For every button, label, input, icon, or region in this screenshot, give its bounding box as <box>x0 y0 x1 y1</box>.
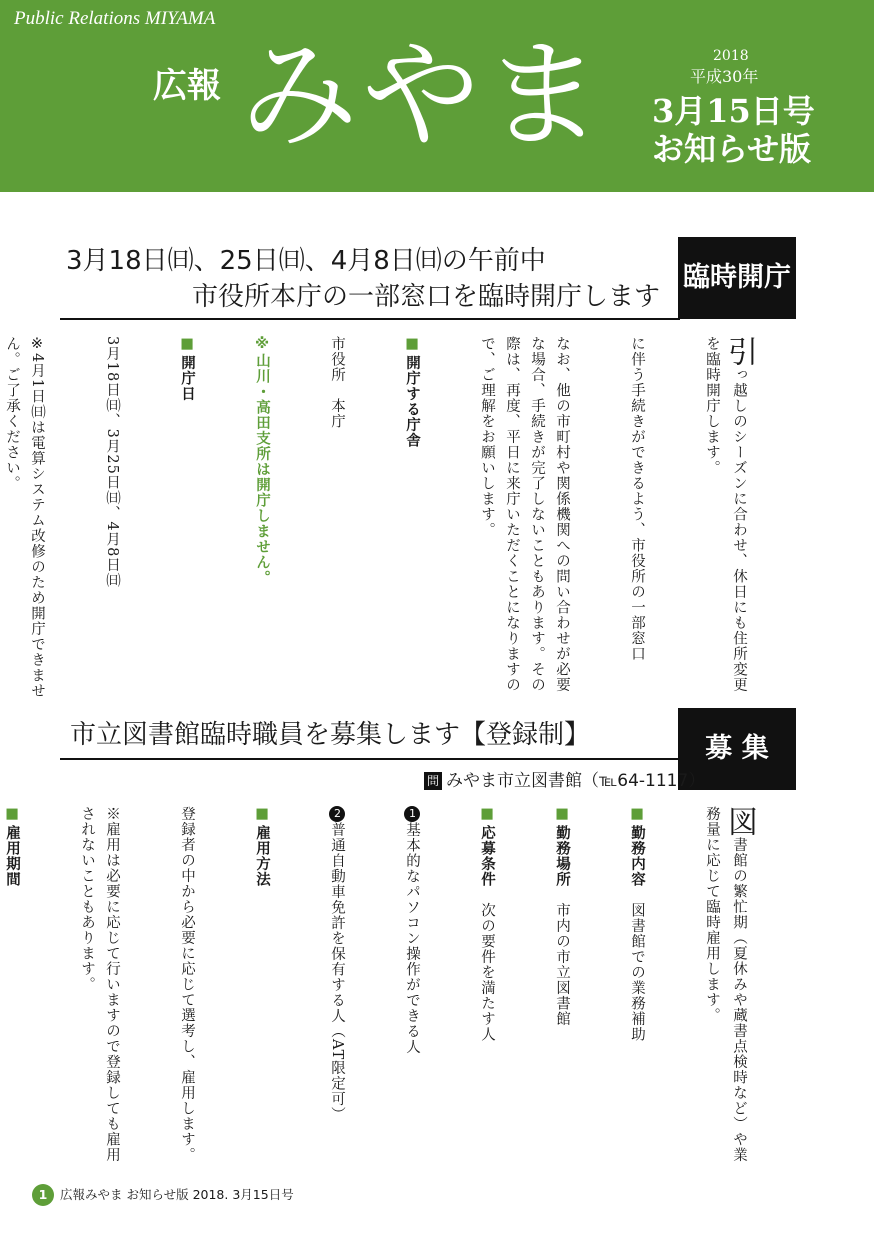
article2-req-heading: ■ 応募条件 <box>479 806 495 887</box>
article2-place: 市内の市立図書館 <box>554 902 570 1027</box>
article1-days: 3月18日㈰、3月25日㈰、4月8日㈰ <box>104 336 120 589</box>
article1-intro: っ越しのシーズンに合わせ、休日にも住所変更を臨時開庁します。 <box>704 336 747 693</box>
article2-place-heading: ■ 勤務場所 <box>554 806 570 887</box>
number-2-icon: 2 <box>331 807 344 821</box>
article2-contact-text: みやま市立図書館（℡64-1117） <box>446 771 706 791</box>
footer-text: 広報みやま お知らせ版 2018. 3月15日号 <box>60 1187 294 1202</box>
article2-tag: 募 集 <box>678 708 796 790</box>
article1-body <box>0 336 804 706</box>
article2-method: 登録者の中から必要に応じて選考し、雇用します。 <box>179 806 195 1163</box>
article1-intro2: に伴う手続きができるよう、市役所の一部窓口 <box>629 336 645 662</box>
article2-duty-heading: ■ 勤務内容 <box>629 806 645 887</box>
article2-req-intro: 次の要件を満たす人 <box>479 902 495 1042</box>
article2-method-heading: ■ 雇用方法 <box>249 806 274 1176</box>
article1-office: 市役所 本庁 <box>329 336 345 429</box>
article2-body <box>0 806 804 1176</box>
article2-contact <box>424 766 705 791</box>
article2-method-note: ※雇用は必要に応じて行いますので登録しても雇用されないこともあります。 <box>79 806 120 1163</box>
issue-date: 3月15日号 <box>652 92 815 130</box>
issue-year: 2018 <box>713 48 749 64</box>
number-1-icon: 1 <box>406 807 419 821</box>
pr-label: Public Relations MIYAMA <box>14 8 216 29</box>
article1-divider <box>60 318 680 320</box>
masthead-banner <box>0 0 874 192</box>
inquiry-icon: 問 <box>424 772 442 790</box>
article1-days-note: ※4月1日㈰は電算システム改修のため開庁できません。ご了承ください。 <box>4 336 45 699</box>
article1-headline-line2: 市役所本庁の一部窓口を臨時開庁します <box>192 282 661 312</box>
article2-req1: 基本的なパソコン操作ができる人 <box>404 822 420 1055</box>
article1-office-heading: ■ 開庁する庁舎 <box>399 336 424 706</box>
article2-period-heading: ■ 雇用期間 <box>0 806 24 1176</box>
article2-intro: 書館の繁忙期（夏休みや蔵書点検時など）や業務量に応じて臨時雇用します。 <box>704 806 747 1163</box>
issue-edition: お知らせ版 <box>652 130 812 168</box>
article1-intro3: なお、他の市町村や関係機関への問い合わせが必要な場合、手続きが完了しないこともあります。その際は、再度、平日に来庁いただくことになりますので、ご理解をお願いします。 <box>479 336 570 693</box>
page-footer <box>32 1184 294 1206</box>
page-number: 1 <box>32 1184 54 1206</box>
article2-headline: 市立図書館臨時職員を募集します【登録制】 <box>70 720 591 750</box>
article1-headline-line1: 3月18日㈰、25日㈰、4月8日㈰の午前中 <box>66 246 546 276</box>
masthead-title: みやま <box>240 26 607 164</box>
article2-duty: 図書館での業務補助 <box>629 902 645 1042</box>
article1-branch-notice: ※山川・高田支所は開庁しません。 <box>254 336 270 586</box>
kouhou-label: 広報 <box>153 66 221 106</box>
article1-tag: 臨時開庁 <box>678 237 796 319</box>
article1-days-heading: ■ 開庁日 <box>174 336 199 706</box>
article2-req2: 普通自動車免許を保有する人（AT限定可） <box>329 822 345 1123</box>
article2-divider <box>60 758 680 760</box>
article2-drop-cap: 図 <box>722 806 757 837</box>
article1-drop-cap: 引 <box>722 336 757 367</box>
issue-era: 平成30年 <box>690 67 759 86</box>
